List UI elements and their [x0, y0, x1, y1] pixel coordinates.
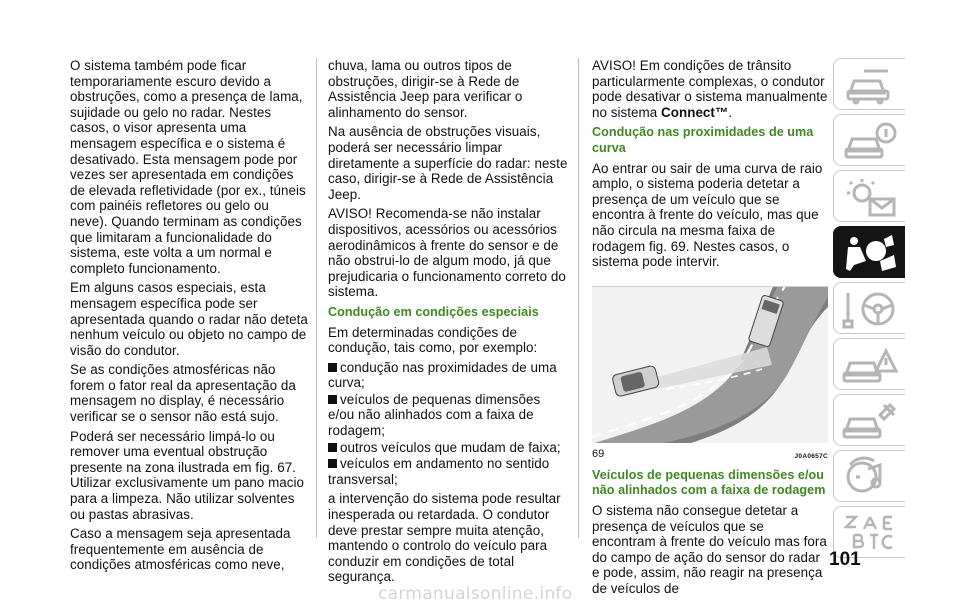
figure-caption	[592, 447, 828, 463]
figure-code: J0A0657C	[794, 452, 828, 460]
paragraph: Poderá ser necessário limpá-lo ou remover uma eventual obstrução presente na zona ilustrada em fig. 67. Utilizar exclusivamente um pano macio para a limpeza. Não utilizar solventes ou pastas abrasivas.	[70, 428, 305, 522]
curve-road-illustration	[592, 287, 828, 443]
section-heading: Condução nas proximidades de uma curva	[592, 125, 814, 155]
list-item: condução nas proximidades de uma curva;	[328, 359, 557, 391]
paragraph: Caso a mensagem seja apresentada frequentemente em ausência de condições atmosféricas como neve,	[70, 526, 291, 573]
paragraph: AVISO! Recomenda-se não instalar dispositivos, acessórios ou acessórios aerodinâmicos à frente do sensor e de não obstrui-lo de algum modo, já que prejudicaria o funcionamento correto do sistema.	[328, 206, 566, 300]
page-number: 101	[829, 549, 861, 570]
warning-lights-message-icon	[840, 175, 900, 217]
paragraph: Em alguns casos especiais, esta mensagem específica pode ser apresentada quando o radar não deteta nenhum veículo ou objeto no campo de visão do condutor.	[70, 280, 308, 358]
section-heading: Condução em condições especiais	[328, 304, 539, 319]
alphabet-index-icon	[840, 511, 900, 553]
chapter-tab-emergency[interactable]	[833, 338, 905, 390]
chapter-tab-getting-started[interactable]	[833, 114, 905, 166]
column-2	[328, 58, 568, 589]
safety-airbag-icon	[840, 231, 900, 273]
paragraph: O sistema também pode ficar temporariamente escuro devido a obstruções, como a presença de lama, sujidade ou gelo no radar. Nestes casos, o visor apresenta uma mensagem específica e o sistema é desativado. Esta mensagem pode por vezes ser apresentada em condições de elevada refletividade (por ex., túneis com painéis refletores ou gelo ou neve). Quando terminam as condições que limitaram a funcionalidade do sistema, este volta a um normal e completo funcionamento.	[70, 58, 306, 276]
chapter-tab-driving[interactable]	[833, 282, 905, 334]
column-divider	[316, 58, 317, 538]
brand-name: Connect™	[661, 104, 729, 120]
paragraph: chuva, lama ou outros tipos de obstruções, dirigir-se à Rede de Assistência Jeep para verificar o alinhamento do sensor.	[328, 58, 523, 120]
bullet-square-icon	[328, 443, 337, 452]
column-3	[592, 58, 828, 600]
paragraph: Se as condições atmosféricas não forem o fator real da apresentação da mensagem no display, é necessário verificar se o sensor não está sujo.	[70, 362, 296, 425]
list-item: veículos de pequenas dimensões e/ou não alinhados com a faixa de rodagem;	[328, 391, 541, 439]
paragraph: AVISO! Em condições de trânsito particularmente complexas, o condutor pode desativar o sistema manualmente no sistema Connect™.	[592, 58, 828, 120]
chapter-tab-warning-lights[interactable]	[833, 170, 905, 222]
list-item: outros veículos que mudam de faixa;	[328, 440, 568, 456]
chapter-tab-safety[interactable]	[833, 226, 905, 278]
bullet-square-icon	[328, 459, 337, 468]
bullet-square-icon	[328, 395, 337, 404]
paragraph: Na ausência de obstruções visuais, poderá ser necessário limpar diretamente a superfície do radar: neste caso, dirigir-se à Rede de Assistência Jeep.	[328, 124, 568, 202]
steering-wheel-icon	[840, 287, 900, 329]
column-1	[70, 58, 310, 577]
paragraph: a intervenção do sistema pode resultar inesperada ou retardada. O condutor deve prestar sempre muita atenção, mantendo o controlo do veículo para conduzir em condições de total segurança.	[328, 491, 561, 585]
figure-number: 69	[592, 447, 605, 460]
column-divider	[578, 58, 579, 538]
paragraph: O sistema não consegue detetar a presença de veículos que se encontram à frente do veículo mas fora do campo de ação do sensor do radar e pode, assim, não reagir na presença de veículos de	[592, 502, 827, 596]
chapter-tab-service[interactable]	[833, 394, 905, 446]
car-warning-icon	[840, 343, 900, 385]
bullet-square-icon	[328, 363, 337, 372]
car-info-icon	[840, 63, 900, 105]
list-item: veículos em andamento no sentido transversal;	[328, 456, 550, 487]
paragraph: Ao entrar ou sair de uma curva de raio amplo, o sistema poderia detetar a presença de um veículo que se encontra à frente do veículo, mas que não circula na mesma faixa de rodagem fig. 69. Nestes casos, o sistema pode intervir.	[592, 160, 823, 270]
figure-curve-illustration	[592, 286, 828, 443]
multimedia-icon	[840, 455, 900, 497]
section-heading: Veículos de pequenas dimensões e/ou não alinhados com a faixa de rodagem	[592, 467, 826, 498]
chapter-tab-vehicle[interactable]	[833, 58, 905, 110]
car-info-circle-icon	[840, 119, 900, 161]
chapter-tabs	[833, 58, 905, 562]
chapter-tab-multimedia[interactable]	[833, 450, 905, 502]
car-service-icon	[840, 399, 900, 441]
watermark: carmanualsonline.info	[378, 584, 573, 604]
paragraph: Em determinadas condições de condução, tais como, por exemplo:	[328, 324, 538, 356]
